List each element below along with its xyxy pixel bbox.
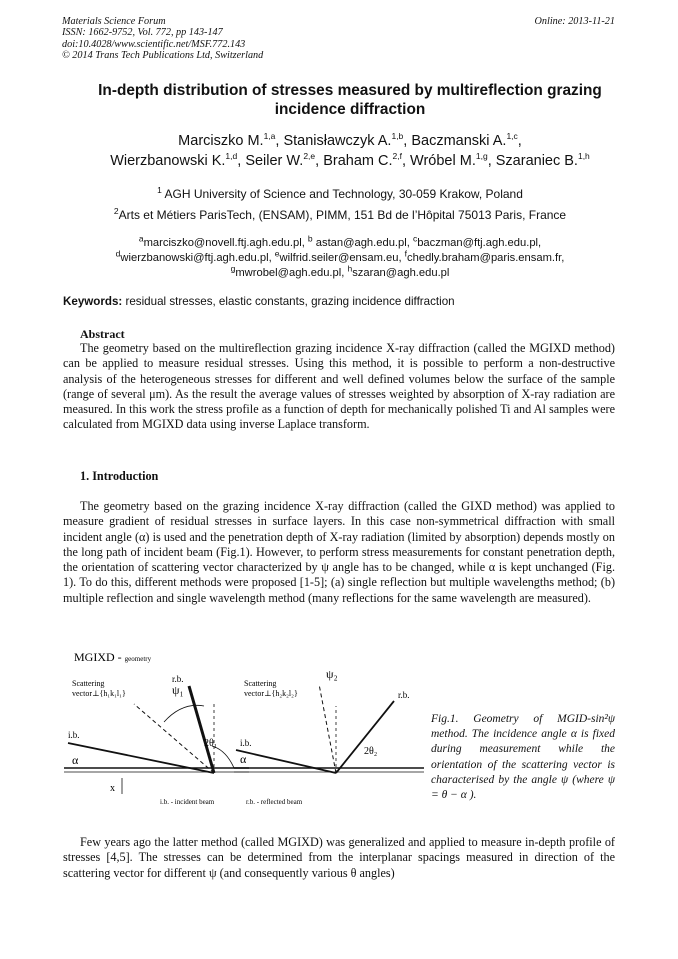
affiliation-2 <box>40 208 640 222</box>
introduction-paragraph: The geometry based on the grazing incidence X-ray diffraction (called the GIXD method) was applied to measure gradient of residual stresses in surface layers. In this case non-symmetrical diffraction with small incident angle (α) is used and the penetration depth of X-ray radiation (limited by absorption) depends mostly on the long path of incident beam (Fig.1). However, to perform stress measurements for constant penetration depth, the orientation of scattering vector characterized by ψ angle has to be changed, while α is kept unchanged (Fig. 1). To do this, different methods were proposed [1-5]; (a) single reflection but multiple wavelengths method; (b) multiple reflection and single wavelength method (many reflections for the same wavelength are measured). <box>63 499 615 605</box>
email-line <box>50 263 630 281</box>
author-separator: , <box>403 133 412 149</box>
scattering-vector-left <box>134 704 214 773</box>
email-sup: b <box>307 233 313 244</box>
depth-x-label: x <box>110 783 115 794</box>
author-separator: , <box>487 153 496 169</box>
keywords-text: residual stresses, elastic constants, grazing incidence diffraction <box>122 295 455 308</box>
author-name: Marciszko M. <box>178 133 264 149</box>
journal-header <box>62 16 263 62</box>
psi2-label: ψ₂ <box>326 667 338 681</box>
author-separator: , <box>315 153 324 169</box>
author-affiliation-sup: 1,g <box>475 151 488 162</box>
figure-1-caption: Fig.1. Geometry of MGID-sin²ψ method. The incidence angle α is fixed during measurement while the orientation of the scattering vector is characterised by the angle ψ (where ψ = θ − α ). <box>431 713 615 802</box>
email-address: szaran@agh.edu.pl <box>352 267 450 279</box>
author-separator: , <box>237 153 246 169</box>
email-sup: e <box>274 248 280 259</box>
incident-beam-right <box>236 750 336 773</box>
email-address: chedly.braham@paris.ensam.fr, <box>407 252 565 264</box>
author-name: Wierzbanowski K. <box>110 153 226 169</box>
vector-label-left: vector⊥{h₁k₁l₁} <box>72 689 126 698</box>
journal-name: Materials Science Forum <box>62 16 166 27</box>
ib-label-left: i.b. <box>68 730 80 740</box>
email-sup: a <box>138 233 144 244</box>
email-sup: d <box>115 248 121 259</box>
affiliation-1-text: AGH University of Science and Technology, 30-059 Krakow, Poland <box>161 187 523 201</box>
reflected-beam-right <box>336 701 394 773</box>
figure-1-diagram <box>64 646 424 806</box>
author-separator: , <box>401 153 411 169</box>
abstract-body: The geometry based on the multireflection grazing incidence X-ray diffraction (called the MGIXD method) can be applied to measure residual stresses. Using this method, it is possible to perform a non-destructive analysis of the heterogeneous stresses for different and well defined volumes below the surface of the sample (range of several μm). As the result the average values of stresses weighted by absorption of X-ray radiation are measured. In this work the stress profile as a function of depth for mechanically polished Ti and Al samples were calculated from MGIXD data using inverse Laplace transform. <box>63 341 615 432</box>
issn: ISSN: 1662-9752, Vol. 772, pp 143-147 <box>62 27 223 39</box>
email-sup: h <box>347 263 353 274</box>
author-separator: , <box>517 133 522 149</box>
author-affiliation-sup: 1,d <box>225 151 238 162</box>
figure-panel-right <box>234 667 424 806</box>
author-affiliation-sup: 1,c <box>506 131 518 142</box>
email-sup: c <box>412 233 418 244</box>
legend-reflected-beam: r.b. - reflected beam <box>246 798 303 806</box>
author-name: Baczmanski A. <box>411 133 507 149</box>
psi1-label: ψ₁ <box>172 683 184 697</box>
email-sup: g <box>230 263 236 274</box>
author-affiliation-sup: 2,f <box>392 151 402 162</box>
legend-incident-beam: i.b. - incident beam <box>160 798 215 806</box>
keywords-label: Keywords: <box>63 295 123 308</box>
alpha-label-right: α <box>240 752 247 766</box>
ib-label-right: i.b. <box>240 738 252 748</box>
copyright: © 2014 Trans Tech Publications Ltd, Switzerland <box>62 50 264 62</box>
affiliation-1-sup: 1 <box>157 185 162 195</box>
doi: doi:10.4028/www.scientific.net/MSF.772.143 <box>62 38 246 50</box>
figure-panel-left <box>64 674 249 806</box>
author-affiliation-sup: 1,a <box>263 131 276 142</box>
online-date: Online: 2013-11-21 <box>534 16 615 27</box>
authors-line-2 <box>50 151 650 171</box>
author-name: Seiler W. <box>245 153 304 169</box>
affiliation-1 <box>60 187 620 201</box>
email-address: baczman@ftj.agh.edu.pl, <box>417 237 542 249</box>
author-affiliation-sup: 1,h <box>577 151 590 162</box>
author-affiliation-sup: 2,e <box>303 151 316 162</box>
affiliation-2-sup: 2 <box>113 206 119 216</box>
author-separator: , <box>275 133 284 149</box>
figure-label: MGIXD - geometry <box>74 650 152 664</box>
email-address: mwrobel@agh.edu.pl, <box>235 267 348 279</box>
email-address: marciszko@novell.ftj.agh.edu.pl, <box>143 237 308 249</box>
email-address: astan@agh.edu.pl, <box>312 237 413 249</box>
vector-label-right: vector⊥{h₂k₂l₂} <box>244 689 298 698</box>
paper-title: In-depth distribution of stresses measured by multireflection grazing incidence diffraction <box>98 82 602 118</box>
abstract-heading: Abstract <box>80 327 125 341</box>
author-name: Stanisławczyk A. <box>283 133 392 149</box>
author-name: Szaraniec B. <box>495 153 578 169</box>
keywords <box>63 295 623 308</box>
email-address: wierzbanowski@ftj.agh.edu.pl, <box>120 252 275 264</box>
two-theta1-label: 2θ₁ <box>204 738 218 749</box>
author-affiliation-sup: 1,b <box>391 131 404 142</box>
affiliation-2-text: Arts et Métiers ParisTech, (ENSAM), PIMM, 151 Bd de l’Hôpital 75013 Paris, France <box>118 208 567 222</box>
two-theta2-label: 2θ₂ <box>364 746 378 757</box>
rb-label-right: r.b. <box>398 690 410 700</box>
email-address: wilfrid.seiler@ensam.eu, <box>279 252 405 264</box>
author-emails <box>50 233 630 281</box>
section-heading-introduction: 1. Introduction <box>80 469 159 483</box>
scattering-label-left: Scattering <box>72 679 105 688</box>
scattering-label-right: Scattering <box>244 679 277 688</box>
email-sup: f <box>404 248 408 259</box>
authors-line-1 <box>50 131 650 151</box>
rb-label-left: r.b. <box>172 674 184 684</box>
author-name: Braham C. <box>323 153 393 169</box>
authors <box>50 131 650 171</box>
scattering-vector-right <box>319 684 336 773</box>
author-name: Wróbel M. <box>410 153 476 169</box>
email-line <box>50 248 630 266</box>
two-theta1-arc <box>212 746 234 768</box>
reflected-beam-left <box>189 686 214 773</box>
email-line <box>50 233 630 251</box>
introduction-paragraph-2: Few years ago the latter method (called MGIXD) was generalized and applied to measure in-depth profile of stresses [4,5]. The stresses can be determined from the interplanar spacings measured in direction of the scattering vector for different ψ (and consequently various θ angles) <box>63 835 615 880</box>
alpha-label-left: α <box>72 753 79 767</box>
